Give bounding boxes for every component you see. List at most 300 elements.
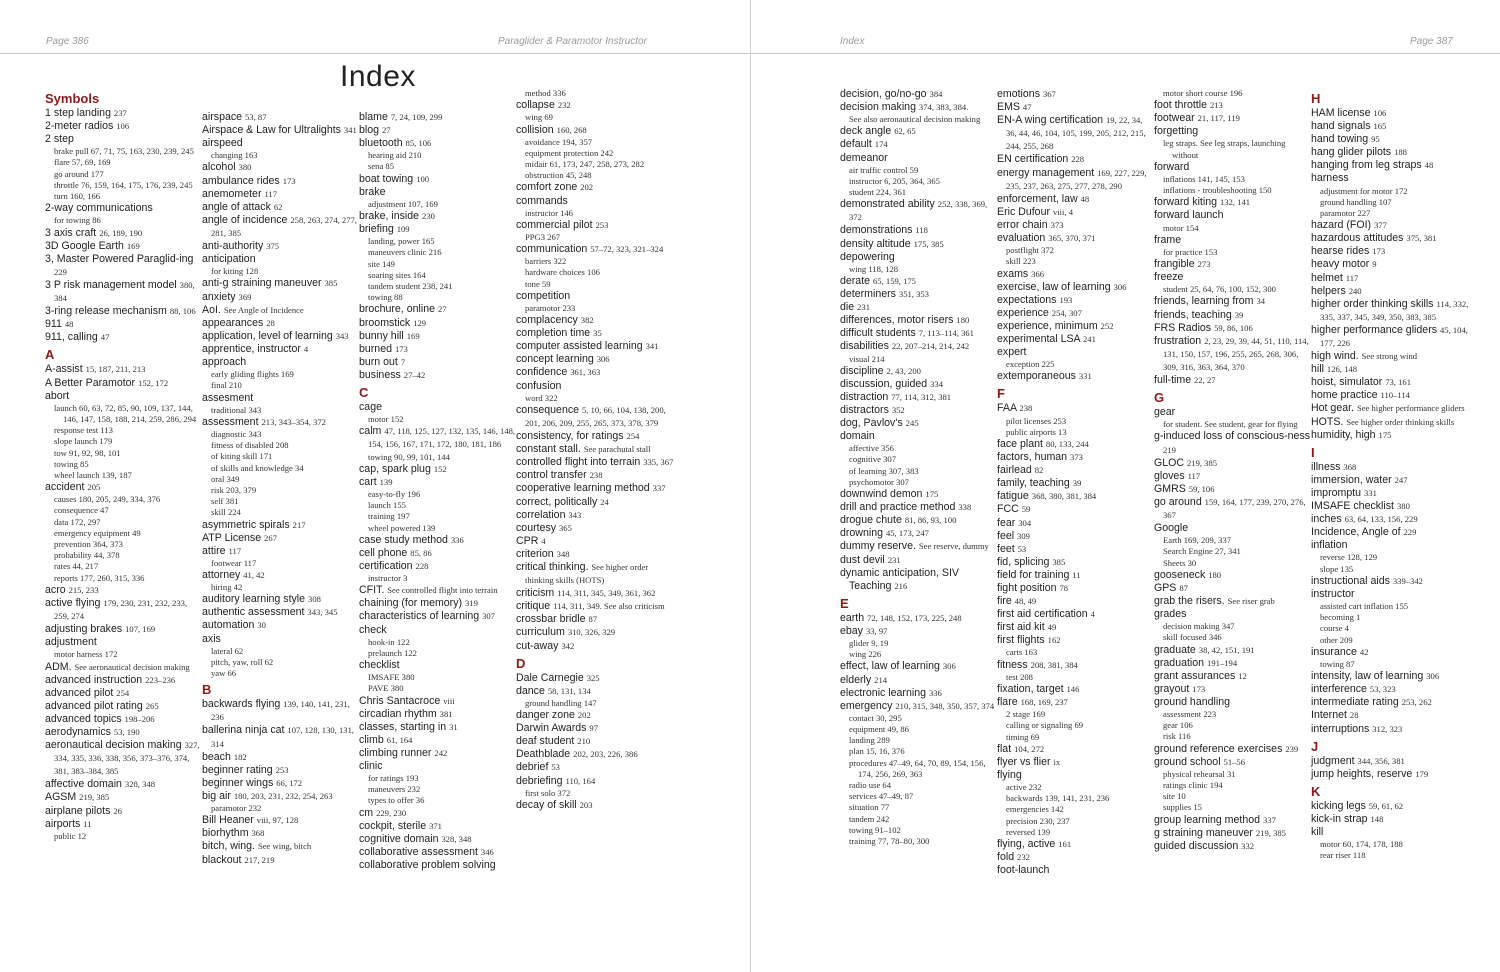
index-subentry: instructor 146 — [525, 207, 573, 218]
index-term: Google — [1154, 522, 1189, 535]
index-term: hearse rides — [1311, 245, 1370, 258]
index-page-refs: 306 — [942, 661, 956, 672]
index-entry — [1311, 813, 1469, 826]
index-page-refs: 33, 97 — [865, 625, 888, 636]
index-entry — [45, 481, 203, 494]
index-entry — [1311, 133, 1469, 146]
index-term: experience, minimum — [997, 319, 1098, 332]
index-term: critical thinking. — [516, 560, 589, 573]
index-page-refs: 179 — [1415, 768, 1429, 779]
index-term: distractors — [840, 404, 889, 416]
index-entry — [359, 463, 517, 476]
index-term: flying — [997, 768, 1022, 781]
index-letter-heading: Symbols — [45, 91, 100, 106]
index-page-refs: 169 — [406, 330, 420, 341]
index-entry — [45, 739, 203, 778]
index-subentry: lateral 62 — [211, 645, 244, 656]
index-page-refs: 129 — [413, 317, 427, 328]
index-page-refs: 223–236 — [145, 674, 176, 685]
index-term: fatigue — [997, 490, 1029, 503]
index-entry — [1311, 575, 1469, 588]
index-term: accident — [45, 481, 85, 494]
index-term: climbing runner — [359, 746, 432, 759]
index-subentry: risk 203, 379 — [211, 484, 257, 495]
index-page-refs: 214 — [874, 674, 888, 685]
index-entry — [202, 633, 360, 646]
index-term: foot-launch — [997, 864, 1050, 877]
index-subentry: go around 177 — [54, 168, 104, 179]
index-page-refs: 380 — [1396, 501, 1410, 512]
index-term: enforcement, law — [997, 192, 1078, 205]
index-term: derate — [840, 274, 871, 287]
index-page-refs: 106 — [116, 121, 130, 132]
index-subentry: physical rehearsal 31 — [1163, 768, 1236, 779]
index-entry — [359, 425, 517, 451]
index-entry — [45, 390, 203, 403]
index-term: competition — [516, 289, 571, 302]
index-subentry: hook-in 122 — [368, 636, 410, 647]
index-page-refs: 202 — [577, 710, 591, 721]
left-page-number: Page 386 — [46, 36, 89, 47]
index-term: instructor — [1311, 587, 1355, 600]
index-term: FRS Radios — [1154, 321, 1212, 334]
index-term: brochure, online — [359, 303, 435, 316]
index-term: boat towing — [359, 172, 414, 185]
index-subentry: first solo 372 — [525, 787, 571, 798]
index-subentry: throttle 76, 159, 164, 175, 176, 239, 245 — [54, 179, 193, 190]
index-page-refs: 27 — [381, 125, 391, 136]
index-entry — [1311, 461, 1469, 474]
index-page-refs: 169, 227, 229, 235, 237, 263, 275, 277, 278, 290 — [1006, 167, 1147, 191]
index-term: ambulance rides — [202, 174, 280, 187]
index-page-refs: 365 — [559, 522, 572, 533]
index-letter-heading: I — [1311, 444, 1315, 460]
index-term: differences, motor risers — [840, 314, 954, 327]
index-term: AGSM — [45, 791, 77, 804]
index-entry — [1154, 112, 1312, 125]
index-page-refs: 241 — [1083, 334, 1096, 344]
index-entry — [1311, 696, 1469, 709]
index-letter-heading: H — [1311, 91, 1321, 106]
index-page-refs: 53 — [1017, 543, 1027, 554]
index-term: drowning — [840, 527, 883, 540]
index-term: face plant — [997, 437, 1043, 450]
index-entry — [997, 503, 1155, 516]
index-subentry: Earth 169, 209, 337 — [1163, 535, 1232, 546]
index-term: beginner wings — [202, 776, 274, 789]
index-term: emergency — [840, 699, 893, 712]
index-entry — [359, 734, 517, 747]
index-subentry: brake pull 67, 71, 75, 163, 230, 239, 245 — [54, 146, 194, 157]
index-entry — [1154, 483, 1312, 496]
index-subentry: early gliding flights 169 — [211, 369, 294, 380]
index-subentry: public 12 — [54, 830, 87, 841]
index-subentry: causes 180, 205, 249, 334, 376 — [54, 494, 161, 505]
index-page-refs: 342 — [561, 640, 575, 651]
index-subentry: visual 214 — [849, 353, 885, 364]
index-subentry: hearing aid 210 — [368, 150, 422, 161]
index-page-refs: 361, 363 — [570, 367, 601, 378]
index-term: commands — [516, 194, 568, 207]
index-page-refs: 48 — [64, 319, 74, 330]
index-entry — [516, 290, 674, 303]
index-term: approach — [202, 356, 247, 368]
right-page-number: Page 387 — [1410, 36, 1453, 47]
index-page-refs: 180 — [1208, 569, 1222, 580]
index-subentry: changing 163 — [211, 150, 258, 161]
index-term: GMRS — [1154, 482, 1186, 495]
index-entry — [840, 88, 998, 101]
index-entry — [1154, 99, 1312, 112]
index-subentry: easy-to-fly 196 — [368, 488, 421, 499]
index-entry — [1311, 159, 1469, 172]
index-page-refs: 160, 268 — [556, 124, 587, 135]
index-entry — [516, 243, 674, 256]
index-page-refs: 110–114 — [1380, 390, 1410, 401]
index-term: case study method — [359, 533, 448, 546]
index-entry — [359, 330, 517, 343]
index-term: 3, Master Powered Paraglid-ing — [45, 252, 194, 265]
index-page-refs: 100 — [416, 173, 430, 184]
index-entry — [45, 318, 203, 331]
index-subentry: paramotor 233 — [525, 302, 576, 313]
index-page-refs: 110, 164 — [565, 775, 596, 786]
index-entry — [202, 392, 360, 405]
index-term: family, teaching — [997, 477, 1070, 490]
index-term: criterion — [516, 547, 554, 560]
index-subentry: training 77, 78–80, 300 — [849, 836, 930, 847]
index-term: GPS — [1154, 581, 1177, 594]
index-entry — [1154, 595, 1312, 608]
index-subentry: towing 85 — [54, 458, 89, 469]
index-page-refs: 53, 190 — [113, 727, 140, 737]
index-page-refs: 62, 65 — [894, 126, 916, 137]
index-entry — [202, 343, 360, 356]
index-column-3 — [359, 111, 517, 872]
index-entry — [202, 569, 360, 582]
index-entry — [840, 365, 998, 378]
index-entry — [840, 327, 998, 340]
index-entry — [359, 173, 517, 186]
index-entry — [1311, 800, 1469, 813]
index-entry — [202, 188, 360, 201]
index-subentry: towing 87 — [1320, 658, 1355, 669]
index-entry — [1311, 646, 1469, 659]
index-term: hill — [1311, 363, 1324, 376]
index-subentry: PPG3 267 — [525, 231, 561, 242]
index-page-refs: 53, 323 — [1369, 684, 1396, 695]
index-entry — [202, 532, 360, 545]
index-subentry: student 25, 64, 76, 100, 152, 300 — [1163, 284, 1276, 295]
index-term: adjusting brakes — [45, 623, 123, 636]
index-entry — [516, 353, 674, 366]
index-term: crossbar bridle — [516, 613, 586, 626]
index-entry — [359, 223, 517, 236]
index-page-refs: 22, 27 — [1194, 375, 1216, 386]
index-term: hoist, simulator — [1311, 376, 1383, 389]
index-entry — [359, 303, 517, 316]
index-entry — [1311, 298, 1469, 324]
index-entry — [997, 477, 1155, 490]
index-entry — [359, 807, 517, 820]
index-entry — [516, 799, 674, 812]
index-term: big air — [202, 789, 231, 802]
index-page-refs: 88, 106 — [169, 306, 196, 317]
index-entry — [840, 554, 998, 567]
index-term: kill — [1311, 825, 1324, 838]
index-entry — [840, 288, 998, 301]
index-page-refs: 232 — [1017, 852, 1030, 863]
index-page-refs: 231 — [857, 302, 870, 313]
index-page-refs: 173 — [282, 175, 296, 186]
index-page-refs: 35 — [593, 328, 602, 339]
index-entry — [1311, 120, 1469, 133]
index-page-refs: 382 — [580, 315, 594, 326]
index-page-refs: 312, 323 — [1372, 723, 1403, 734]
index-entry — [516, 613, 674, 626]
index-term: beach — [202, 750, 231, 763]
index-page-refs: 7 — [400, 356, 406, 367]
index-page-refs: 146 — [1066, 683, 1080, 694]
index-subentry: pilot licenses 253 — [1006, 415, 1067, 426]
index-page-refs: 368 — [1343, 461, 1357, 472]
index-page-refs: 106 — [1373, 108, 1387, 118]
index-term: gear — [1154, 406, 1176, 419]
index-subentry: wheel powered 139 — [368, 522, 436, 533]
index-entry — [45, 584, 203, 597]
index-page-refs: 336 — [450, 534, 464, 545]
index-entry — [516, 509, 674, 522]
index-term: advanced topics — [45, 712, 122, 725]
index-entry — [1154, 756, 1312, 769]
index-entry — [45, 107, 203, 120]
index-entry — [840, 514, 998, 527]
index-entry — [1311, 258, 1469, 271]
index-page-refs: 97 — [589, 723, 599, 734]
index-page-refs: 343 — [568, 509, 582, 520]
index-term: hazard (FOI) — [1311, 219, 1372, 232]
index-term: bluetooth — [359, 137, 403, 150]
index-entry — [840, 125, 998, 138]
index-term: correlation — [516, 508, 566, 521]
index-page-refs: 385 — [1052, 556, 1066, 567]
index-subentry: skill focused 346 — [1163, 632, 1222, 643]
index-subentry: for practice 153 — [1163, 246, 1218, 257]
index-term: experience — [997, 306, 1049, 319]
index-entry — [840, 138, 998, 151]
index-entry — [202, 698, 360, 724]
index-entry — [997, 219, 1155, 232]
index-page-refs: 352 — [891, 405, 905, 415]
index-page-refs: 109 — [396, 224, 410, 235]
index-term: Chris Santacroce — [359, 694, 441, 707]
index-page-refs: See higher order thinking skills — [1346, 416, 1455, 427]
index-subentry: skill 223 — [1006, 256, 1036, 267]
index-page-refs: 310, 326, 329 — [567, 627, 616, 638]
index-entry — [1154, 696, 1312, 709]
index-page-refs: 117 — [228, 545, 242, 556]
index-page-refs: 4 — [1090, 609, 1095, 620]
index-page-refs: 107, 169 — [125, 624, 156, 635]
index-entry — [1311, 272, 1469, 285]
index-page-refs: 47 — [100, 332, 110, 343]
index-entry — [202, 291, 360, 304]
index-subentry: final 210 — [211, 380, 242, 391]
index-page-refs: 77, 114, 312, 381 — [891, 391, 952, 402]
index-term: hang glider pilots — [1311, 146, 1392, 159]
index-subentry: rear riser 118 — [1320, 850, 1366, 861]
index-term: deaf student — [516, 735, 575, 748]
index-term: feet — [997, 542, 1015, 555]
index-page-refs: 384 — [929, 89, 943, 99]
index-subentry: becoming 1 — [1320, 612, 1361, 623]
index-term: collaborative assessment — [359, 845, 478, 858]
index-entry — [45, 674, 203, 687]
index-entry — [359, 610, 517, 623]
index-entry — [840, 275, 998, 288]
index-entry — [359, 369, 517, 382]
index-term: FAA — [997, 402, 1017, 415]
index-entry — [359, 111, 517, 124]
index-entry — [997, 696, 1155, 709]
index-term: flare — [997, 696, 1018, 709]
index-term: auditory learning style — [202, 593, 306, 606]
index-term: Deathblade — [516, 748, 571, 761]
index-term: IMSAFE checklist — [1311, 500, 1395, 513]
index-page-refs: 202, 203, 226, 386 — [573, 749, 638, 760]
index-term: flat — [997, 742, 1012, 755]
index-subentry: avoidance 194, 357 — [525, 136, 593, 147]
index-entry — [1154, 430, 1312, 456]
index-term: cm — [359, 806, 374, 819]
index-subentry: motor 154 — [1163, 222, 1199, 233]
header-rule-left — [0, 53, 750, 54]
index-term: authentic assessment — [202, 606, 305, 619]
index-subentry: probability 44, 378 — [54, 550, 120, 561]
index-term: Bill Heaner — [202, 814, 254, 827]
index-page-refs: 375, 381 — [1406, 233, 1437, 244]
index-page-refs: 205 — [87, 482, 101, 493]
index-term: guided discussion — [1154, 839, 1239, 852]
index-entry — [202, 777, 360, 790]
index-entry — [516, 314, 674, 327]
index-subentry: pitch, yaw, roll 62 — [211, 656, 274, 667]
index-subentry: tow 91, 92, 98, 101 — [54, 447, 121, 458]
index-term: bitch, wing. — [202, 840, 255, 853]
index-term: density altitude — [840, 237, 911, 250]
index-entry — [997, 114, 1155, 153]
index-page-refs: viii, 4 — [1052, 206, 1073, 217]
index-term: ground reference exercises — [1154, 742, 1283, 755]
index-term: depowering — [840, 250, 895, 263]
index-page-refs: 229 — [1403, 527, 1417, 538]
index-term: criticism — [516, 587, 555, 600]
index-term: g straining maneuver — [1154, 826, 1253, 839]
index-subentry: oral 349 — [211, 473, 240, 484]
index-entry — [997, 683, 1155, 696]
index-entry — [202, 137, 360, 150]
index-entry — [202, 416, 360, 429]
index-subentry: midair 61, 173, 247, 258, 273, 282 — [525, 159, 645, 169]
index-page-refs: 367 — [1042, 89, 1056, 99]
index-page-refs: 327, 334, 335, 336, 338, 356, 373–376, 374, 381, 383–384, 385 — [54, 740, 200, 777]
index-entry — [997, 569, 1155, 582]
index-term: Airspace & Law for Ultralights — [202, 124, 341, 137]
index-page-refs: 307 — [482, 611, 495, 622]
index-page-refs: 28 — [266, 317, 275, 328]
index-entry — [45, 726, 203, 739]
index-term: 911 — [45, 318, 62, 331]
index-term: full-time — [1154, 374, 1192, 387]
index-term: fire — [997, 595, 1012, 608]
index-entry — [997, 88, 1155, 101]
index-term: dog, Pavlov's — [840, 417, 903, 430]
index-term: frame — [1154, 233, 1182, 246]
index-page-refs: 159, 164, 177, 239, 270, 276, 367 — [1163, 496, 1306, 520]
index-page-refs: 179, 230, 231, 232, 233, 259, 274 — [54, 597, 188, 622]
index-term: difficult students — [840, 327, 916, 340]
index-entry — [997, 464, 1155, 477]
index-term: demonstrations — [840, 224, 913, 237]
index-subentry: self 381 — [211, 496, 239, 507]
index-entry — [997, 838, 1155, 851]
index-entry — [1154, 125, 1312, 138]
index-page-refs: See reserve, dummy — [918, 541, 989, 552]
index-term: hand signals — [1311, 120, 1371, 133]
index-entry — [45, 227, 203, 240]
index-page-refs: 59, 86, 106 — [1214, 322, 1253, 333]
index-term: emotions — [997, 88, 1040, 100]
index-term: grades — [1154, 608, 1187, 621]
index-term: elderly — [840, 673, 872, 686]
index-entry — [45, 700, 203, 713]
index-entry — [840, 687, 998, 700]
index-page-refs: 45, 104, 177, 226 — [1320, 324, 1468, 349]
index-term: axis — [202, 632, 221, 645]
index-entry — [516, 456, 674, 469]
index-page-refs: 230 — [422, 211, 435, 222]
index-column-5 — [840, 88, 998, 847]
index-term: attire — [202, 544, 226, 557]
index-page-refs: 180, 203, 231, 232, 254, 263 — [233, 790, 333, 801]
index-page-refs: 252, 338, 369, 372 — [849, 199, 988, 223]
index-term: burn out — [359, 355, 398, 368]
index-term: expectations — [997, 293, 1057, 306]
index-page-refs: 217 — [292, 519, 306, 530]
index-term: EMS — [997, 101, 1020, 114]
index-term: discussion, guided — [840, 377, 928, 390]
index-page-refs: 368, 380, 381, 384 — [1031, 491, 1097, 502]
index-term: forgetting — [1154, 125, 1199, 138]
index-term: inflation — [1311, 539, 1348, 552]
index-page-refs: 42 — [1359, 646, 1369, 657]
index-entry — [1311, 363, 1469, 376]
index-page-refs: 19, 22, 34, 36, 44, 46, 104, 105, 199, 205, 212, 215, 244, 255, 268 — [1006, 115, 1146, 152]
index-page-refs: 217, 219 — [244, 854, 275, 865]
index-term: cockpit, sterile — [359, 819, 427, 832]
index-page-refs: See wing, bitch — [257, 841, 312, 852]
index-term: ground handling — [1154, 695, 1230, 708]
index-entry — [840, 527, 998, 540]
index-page-refs: 26, 189, 190 — [99, 227, 143, 238]
index-subentry: data 172, 297 — [54, 516, 101, 527]
index-term: high wind. — [1311, 350, 1359, 363]
index-entry — [997, 320, 1155, 333]
index-page-refs: 173 — [1192, 683, 1206, 694]
index-page-refs: 341 — [645, 341, 659, 352]
index-term: affective domain — [45, 778, 122, 791]
index-entry — [1154, 196, 1312, 209]
